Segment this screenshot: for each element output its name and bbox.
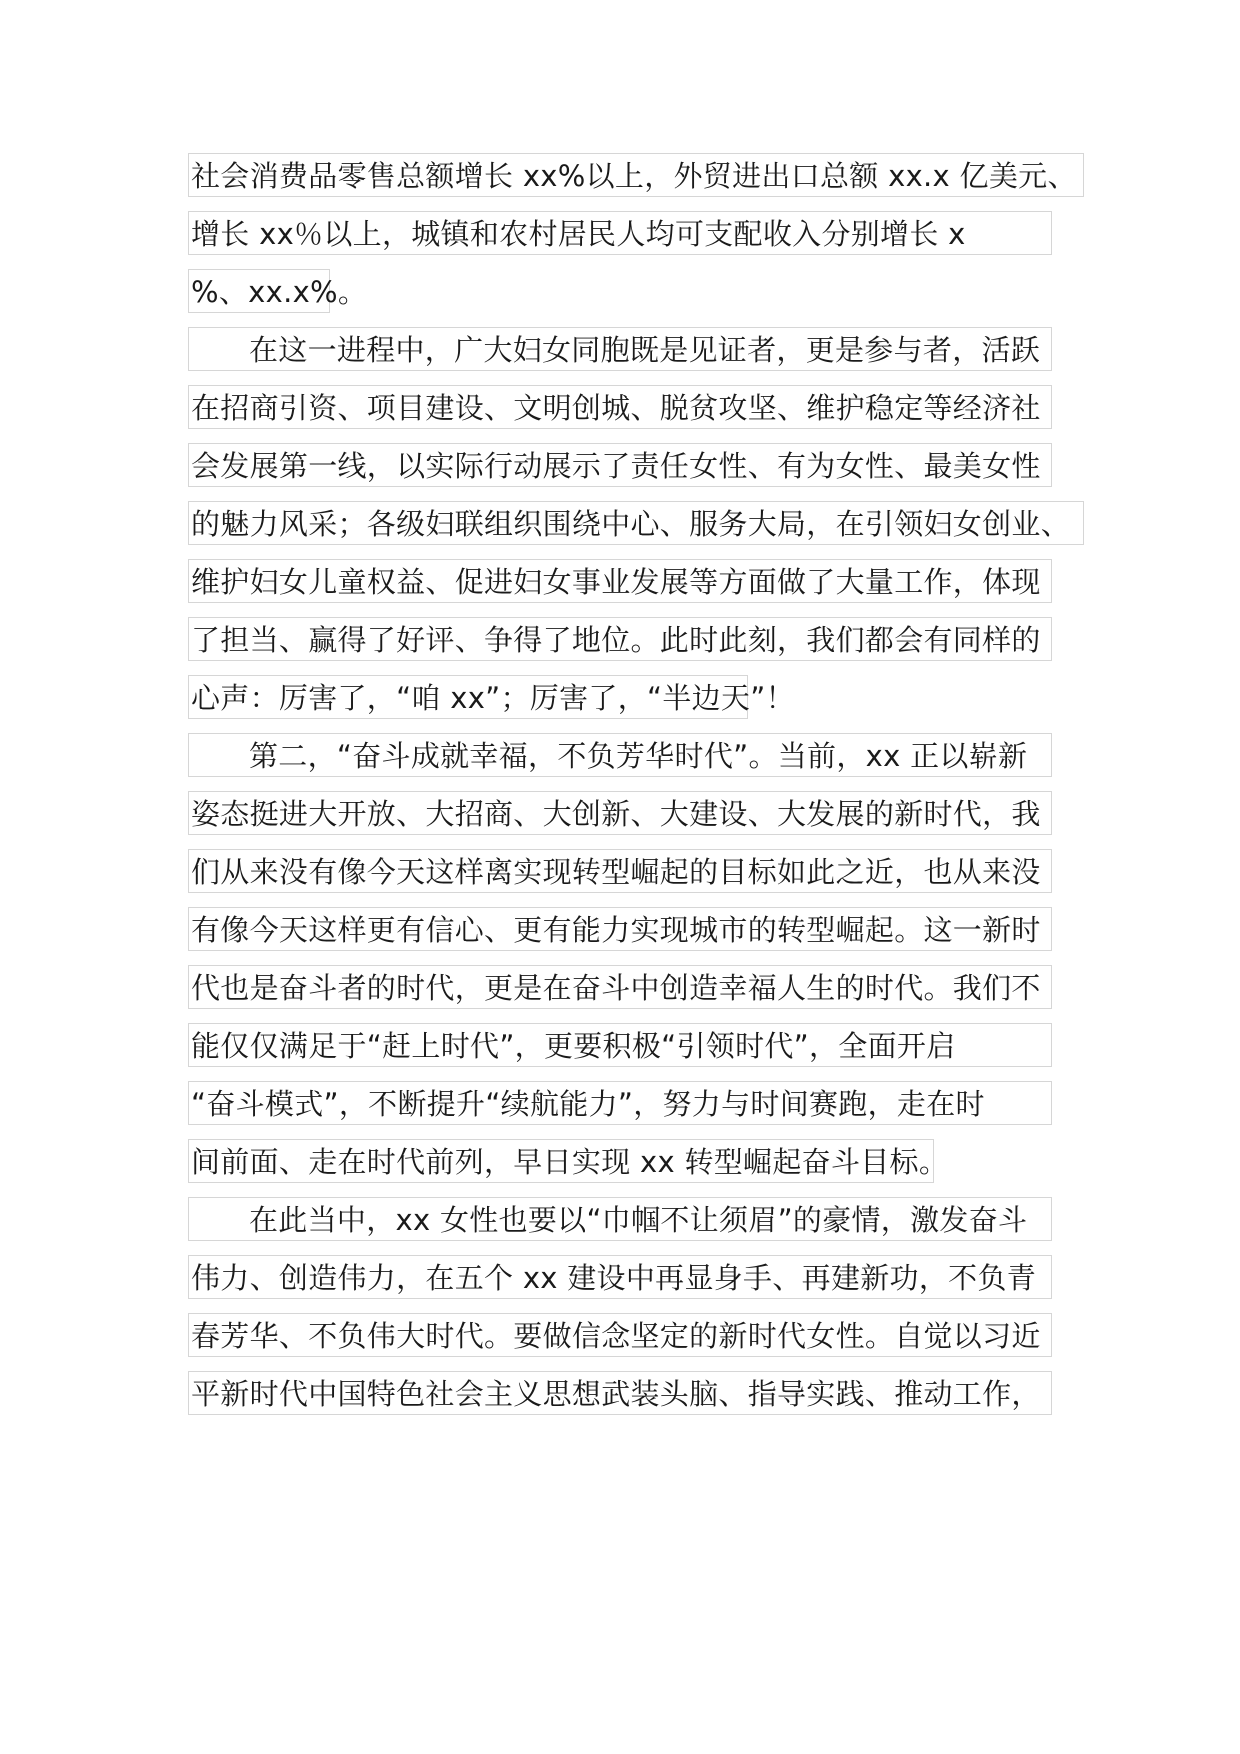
text-line-13: 们从来没有像今天这样离实现转型崛起的目标如此之近，也从来没: [188, 849, 1052, 893]
text-line-18: 间前面、走在时代前列，早日实现 xx 转型崛起奋斗目标。: [188, 1139, 934, 1183]
text-line-21: 春芳华、不负伟大时代。要做信念坚定的新时代女性。自觉以习近: [188, 1313, 1052, 1357]
text-line-10: 心声：厉害了，“咱 xx”；厉害了，“半边天”！: [188, 675, 748, 719]
text-line-1: 社会消费品零售总额增长 xx%以上，外贸进出口总额 xx.x 亿美元、: [188, 153, 1084, 197]
text-line-16: 能仅仅满足于“赶上时代”，更要积极“引领时代”，全面开启: [188, 1023, 1052, 1067]
text-line-9: 了担当、赢得了好评、争得了地位。此时此刻，我们都会有同样的: [188, 617, 1052, 661]
text-line-2: 增长 xx％以上，城镇和农村居民人均可支配收入分别增长 x: [188, 211, 1052, 255]
text-line-7: 的魅力风采；各级妇联组织围绕中心、服务大局，在引领妇女创业、: [188, 501, 1084, 545]
text-line-12: 姿态挺进大开放、大招商、大创新、大建设、大发展的新时代，我: [188, 791, 1052, 835]
text-line-6: 会发展第一线，以实际行动展示了责任女性、有为女性、最美女性: [188, 443, 1052, 487]
text-line-8: 维护妇女儿童权益、促进妇女事业发展等方面做了大量工作，体现: [188, 559, 1052, 603]
text-line-17: “奋斗模式”，不断提升“续航能力”，努力与时间赛跑，走在时: [188, 1081, 1052, 1125]
text-line-5: 在招商引资、项目建设、文明创城、脱贫攻坚、维护稳定等经济社: [188, 385, 1052, 429]
text-line-15: 代也是奋斗者的时代，更是在奋斗中创造幸福人生的时代。我们不: [188, 965, 1052, 1009]
text-line-14: 有像今天这样更有信心、更有能力实现城市的转型崛起。这一新时: [188, 907, 1052, 951]
paragraph-start-line-4: 在这一进程中，广大妇女同胞既是见证者，更是参与者，活跃: [188, 327, 1052, 371]
text-line-3: %、xx.x%。: [188, 269, 330, 313]
paragraph-start-line-19: 在此当中，xx 女性也要以“巾帼不让须眉”的豪情，激发奋斗: [188, 1197, 1052, 1241]
paragraph-start-line-11: 第二，“奋斗成就幸福，不负芳华时代”。当前，xx 正以崭新: [188, 733, 1052, 777]
text-line-20: 伟力、创造伟力，在五个 xx 建设中再显身手、再建新功，不负青: [188, 1255, 1052, 1299]
text-line-22: 平新时代中国特色社会主义思想武装头脑、指导实践、推动工作，: [188, 1371, 1052, 1415]
